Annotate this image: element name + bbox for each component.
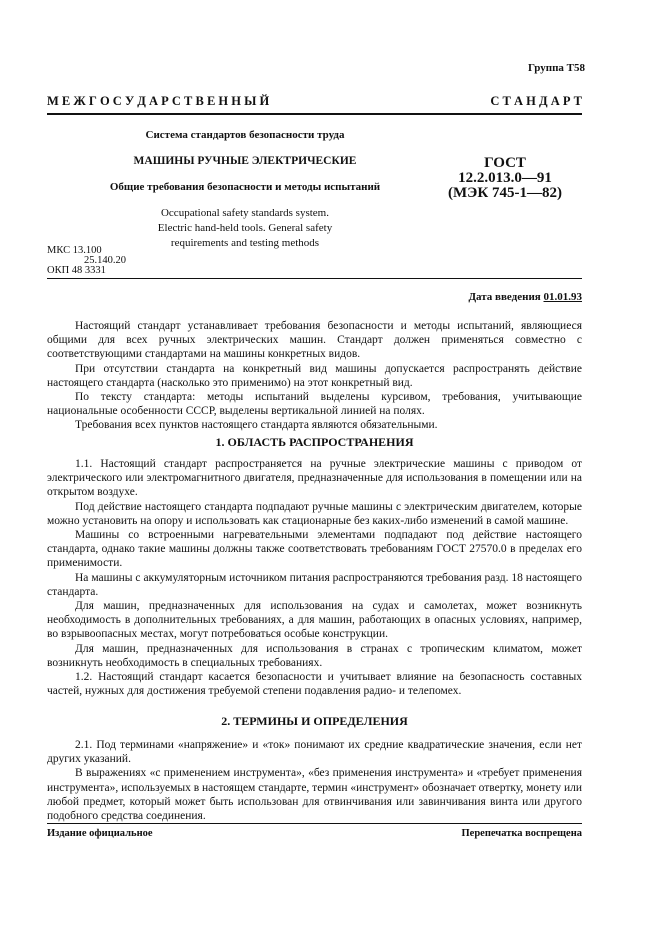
paragraph: 1.1. Настоящий стандарт распространяется на ручные электрические машины с приводом от электрического или электромагнитного двигателя, предназначенные для использования в помещении или на открытом воздухе.	[47, 458, 582, 499]
english-title-line: requirements and testing methods	[170, 237, 320, 249]
banner-right: С Т А Н Д А Р Т	[490, 94, 582, 108]
reprint-prohibited-note: Перепечатка воспрещена	[461, 828, 582, 839]
okp-label: ОКП	[47, 265, 70, 276]
paragraph: В выражениях «с применением инструмента», «без применения инструмента» и «требует применения инструмента», используемых в настоящем стандарте, термин «инструмент» обозначает отвертку, монету или любой предмет, который может быть использован для отвинчивания или завинчивания винта или другого подобного средства соединения.	[47, 767, 582, 823]
iec-number: (МЭК 745-1—82)	[448, 185, 562, 201]
paragraph: Требования всех пунктов настоящего стандарта являются обязательными.	[75, 419, 438, 432]
english-title-line: Electric hand-held tools. General safety	[157, 222, 333, 234]
banner-left: М Е Ж Г О С У Д А Р С Т В Е Н Н Ы Й	[47, 94, 270, 108]
paragraph: На машины с аккумуляторным источником питания распространяются требования разд. 18 настоящего стандарта.	[47, 571, 582, 598]
english-title-line: Occupational safety standards system.	[160, 207, 329, 219]
system-title: Система стандартов безопасности труда	[145, 129, 345, 141]
mks-code: 13.100	[72, 245, 102, 256]
official-edition-note: Издание официальное	[47, 828, 153, 839]
paragraph: Для машин, предназначенных для использования на судах и самолетах, может возникнуть необходимость в дополнительных требованиях, а для машин, работающих в опасных условиях, например, во взрывоопасных местах, могут потребоваться особые конструкции.	[47, 600, 582, 641]
section-2-body	[47, 738, 582, 823]
paragraph: 1.2. Настоящий стандарт касается безопасности и учитывает влияние на безопасность составных частей, нужных для достижения требуемой степени подавления радио- и телепомех.	[47, 671, 582, 698]
interstate-standard-banner	[47, 94, 582, 109]
paragraph: При отсутствии стандарта на конкретный вид машины допускается распространять действие настоящего стандарта (насколько это применимо) на этот конкретный вид.	[47, 362, 582, 389]
mks-code: 25.140.20	[84, 255, 126, 266]
gost-label: ГОСТ	[484, 155, 526, 171]
paragraph: Под действие настоящего стандарта подпадают ручные машины с электрическим двигателем, которые можно установить на опору и использовать как стационарные без каких-либо изменений в самой машине.	[47, 500, 582, 527]
section-1-heading: 1. ОБЛАСТЬ РАСПРОСТРАНЕНИЯ	[215, 435, 414, 449]
paragraph: Для машин, предназначенных для использования в странах с тропическим климатом, может возникнуть необходимость в специальных требованиях.	[47, 642, 582, 669]
introduction	[47, 319, 582, 433]
okp-code: 48 3331	[71, 265, 106, 276]
section-2-heading: 2. ТЕРМИНЫ И ОПРЕДЕЛЕНИЯ	[221, 714, 408, 728]
paragraph: Настоящий стандарт устанавливает требования безопасности и методы испытаний, являющиеся общими для всех ручных электрических машин. Стандарт должен применяться совместно с соответствующими стандартами на машины конкретных видов.	[47, 320, 582, 361]
paragraph: Машины со встроенными нагревательными элементами подпадают под действие настоящего стандарта, однако такие машины должны также соответствовать требованиям ГОСТ 27570.0 в пределах его применимости.	[47, 529, 582, 570]
section-1-body	[47, 457, 582, 698]
footer-divider	[47, 823, 582, 824]
gost-designation	[430, 156, 580, 201]
group-code: Группа Т58	[527, 62, 585, 74]
banner-divider	[47, 113, 582, 115]
english-title	[100, 206, 390, 251]
header-divider	[47, 278, 582, 279]
paragraph: По тексту стандарта: методы испытаний выделены курсивом, требования, учитывающие национальные особенности СССР, выделены вертикальной линией на полях.	[47, 391, 582, 418]
document-subtitle: Общие требования безопасности и методы испытаний	[109, 181, 381, 193]
effective-date	[468, 291, 582, 303]
classification-codes	[47, 246, 126, 276]
date-value: 01.01.93	[543, 291, 582, 303]
document-title: МАШИНЫ РУЧНЫЕ ЭЛЕКТРИЧЕСКИЕ	[133, 155, 357, 167]
paragraph: 2.1. Под терминами «напряжение» и «ток» понимают их средние квадратические значения, если нет других указаний.	[47, 739, 582, 766]
gost-number: 12.2.013.0—91	[458, 170, 552, 186]
date-label: Дата введения	[468, 291, 541, 303]
mks-label: МКС	[47, 245, 71, 256]
